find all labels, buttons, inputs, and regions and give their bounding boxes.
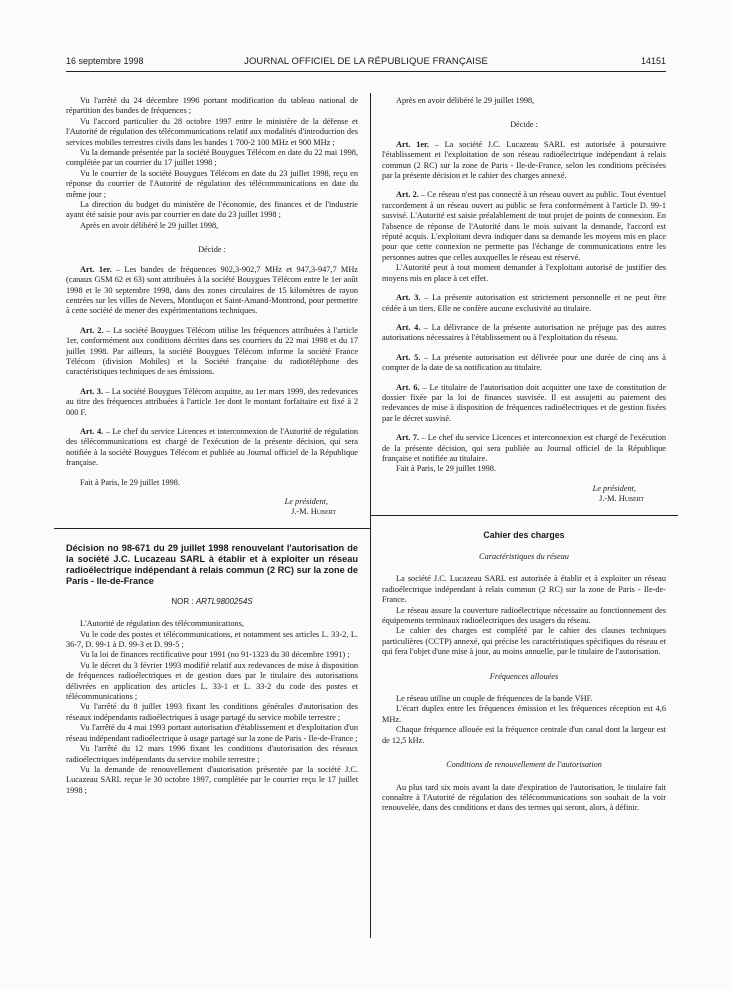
section-paragraph: L'écart duplex entre les fréquences émission et les fréquences réception est 4,6 MHz. (382, 704, 666, 724)
article-text: – Le chef du service Licences et interconnexion est chargé de l'exécution de la présente décision, qui sera publiée au Journal officiel de la République française et notifiée au titulaire. (382, 433, 666, 463)
article-paragraph (382, 293, 666, 314)
vu-paragraph: Vu l'arrêté du 8 juillet 1993 fixant les conditions générales d'autorisation des réseaux indépendants radioélectriques à usage partagé du service mobile terrestre ; (66, 702, 358, 722)
article-text: – La présente autorisation est délivrée pour une durée de cinq ans à compter de la date de sa notification au titulaire. (382, 352, 666, 373)
journal-title: JOURNAL OFFICIEL DE LA RÉPUBLIQUE FRANÇAISE (244, 56, 488, 67)
article-paragraph (66, 326, 358, 378)
article-label: Art. 3. (80, 386, 104, 396)
header-rule (66, 71, 666, 72)
signature-name: J.-M. Hubert (599, 494, 644, 504)
vu-paragraph: Vu le code des postes et télécommunications, et notamment ses articles L. 33-2, L. 36-7, D. 99-1 à D. 99-3 et D. 99-5 ; (66, 629, 358, 650)
article-paragraph (382, 353, 666, 374)
article-text: – Ce réseau n'est pas connecté à un réseau ouvert au public. Tout éventuel raccordement à un réseau ouvert au public se fera conformément à l'article D. 99-1 susvisé. L'Autorité est saisie préalablement de tout projet de points de connexion. En l'absence de réponse de l'Autorité dans le mois suivant la demande, l'accord est réputé acquis. L'exploitant devra indiquer dans sa demande les moyens mis en place pour que cette connexion ne permette pas l'échange de communications entre les personnes autres que celles auxquelles le réseau est réservé. (382, 190, 667, 262)
vu-paragraph: La direction du budget du ministère de l'économie, des finances et de l'industrie ayant été saisie pour avis par courrier en date du 23 juillet 1998 ; (66, 200, 358, 220)
section-title: Conditions de renouvellement de l'autorisation (446, 760, 602, 770)
section-rule (370, 515, 678, 516)
article-text: – La présente autorisation est strictement personnelle et ne peut être cédée à un tiers. Elle ne confère aucune exclusivité au titulaire. (382, 293, 667, 313)
decide-heading: Décide : (510, 120, 538, 130)
article-label: Art. 2. (80, 325, 104, 335)
vu-paragraph: Après en avoir délibéré le 29 juillet 1998, (80, 220, 219, 230)
left-column (66, 96, 358, 796)
section-rule (54, 528, 370, 529)
article-text: – Les bandes de fréquences 902,3-902,7 MHz et 947,3-947,7 MHz (canaux GSM 62 et 63) sont attribuées à la société Bouygues Télécom entre le 1er août 1998 et le 30 septembre 1998, dans des zones circulaires de 15 kilomètres de rayon centrées sur les villes de Nevers, Montluçon et Saint-Amand-Montrond, pour permettre à cette société de mener des expérimentations techniques. (66, 264, 358, 316)
article-label: Art. 3. (396, 293, 421, 303)
vu-paragraph: Vu la loi de finances rectificative pour 1991 (no 91-1323 du 30 décembre 1991) ; (80, 650, 350, 660)
article-label: Art. 4. (396, 322, 421, 332)
article-text: – La société Bouygues Télécom utilise les fréquences attribuées à l'article 1er, conformément aux conditions décrites dans ses courriers du 22 mai 1998 et du 17 juillet 1998. Par ailleurs, la société Bouygues Télécom informe la société France Télécom (division Mobiles) et la Société française du radiotéléphone des caractéristiques techniques de ses émissions. (66, 325, 358, 377)
fait-a-paris: Fait à Paris, le 29 juillet 1998. (80, 477, 181, 487)
article-label: Art. 2. (396, 190, 419, 200)
section-paragraph: Le réseau utilise un couple de fréquences de la bande VHF. (396, 694, 593, 704)
section-paragraph: Au plus tard six mois avant la date d'expiration de l'autorisation, le titulaire fait connaître à l'Autorité de régulation des télécommunications son souhait de la voir renouvelée, dans des conditions et dans des termes qui seront, alors, à définir. (382, 782, 666, 813)
fait-a-paris: Fait à Paris, le 29 juillet 1998. (396, 464, 497, 474)
article-label: Art. 1er. (80, 264, 112, 274)
signature-role: Le président, (284, 497, 328, 506)
section-paragraph: Chaque fréquence allouée est la fréquence centrale d'un canal dont la largeur est de 12,5 kHz. (382, 725, 666, 745)
article-paragraph (382, 190, 666, 263)
header-date: 16 septembre 1998 (66, 56, 144, 66)
article-paragraph (382, 263, 666, 284)
decision-title: Décision no 98-671 du 29 juillet 1998 renouvelant l'autorisation de la société J.C. Lucazeau SARL à établir et à exploiter un réseau radioélectrique indépendant à relais commun (2 RC) sur la zone de Paris - Ile-de-France (66, 542, 358, 586)
article-text: – La société Bouygues Télécom acquitte, au 1er mars 1999, des redevances au titre des fréquences attribuées à l'article 1er dont le montant forfaitaire est fixé à 2 000 F. (66, 386, 358, 417)
article-text: – Le chef du service Licences et interconnexion de l'Autorité de régulation des télécommunications est chargé de l'exécution de la présente décision, qui sera notifiée à la société Bouygues Télécom et publiée au Journal officiel de la République française. (66, 426, 359, 468)
signature-role: Le président, (592, 483, 636, 493)
article-label: Art. 5. (396, 352, 421, 362)
article-text: – La délivrance de la présente autorisation ne préjuge pas des autres autorisations nécessaires à l'établissement ou à l'exploitation du réseau. (382, 322, 667, 343)
vu-paragraph: Vu la demande de renouvellement d'autorisation présentée par la société J.C. Lucazeau SARL reçue le 30 octobre 1997, complétée par le courrier reçu le 17 juillet 1998 ; (66, 764, 358, 795)
article-text: L'Autorité peut à tout moment demander à l'exploitant autorisé de justifier des moyens mis en place à cet effet. (382, 263, 666, 283)
article-paragraph (382, 140, 666, 182)
article-label: Art. 1er. (396, 139, 430, 149)
vu-paragraph: Vu l'accord particulier du 28 octobre 1997 entre le ministère de la défense et l'Autorité de régulation des télécommunications relatif aux modalités d'introduction des services mobiles terrestres civils dans les bandes 1 700-2 100 MHz et 900 MHz ; (66, 116, 358, 147)
article-text: – La société J.C. Lucazeau SARL est autorisée à poursuivre l'établissement et l'exploitation de son réseau radioélectrique indépendant à relais commun (2 RC) sur la zone de Paris - Ile-de-France, selon les conditions précisées par la présente décision et le cahier des charges annexé. (382, 139, 666, 181)
article-paragraph (66, 387, 358, 418)
decide-heading: Décide : (198, 245, 226, 255)
vu-paragraph: Vu l'arrêté du 4 mai 1993 portant autorisation d'établissement et d'exploitation d'un réseau indépendant radioélectrique à usage partagé sur la zone de Paris - Ile-de-France ; (66, 723, 358, 743)
vu-paragraph: Vu le décret du 3 février 1993 modifié relatif aux redevances de mise à disposition de fréquences radioélectriques et de gestion dues par le titulaire des autorisations délivrées en application des articles L. 33-1 et L. 33-2 du code des postes et télécommunications ; (66, 660, 358, 702)
article-label: Art. 7. (396, 433, 420, 443)
nor-label: NOR : (171, 596, 196, 606)
article-text: – Le titulaire de l'autorisation doit acquitter une taxe de constitution de dossier fixée par la loi de finances susvisée. Il est assujetti au paiement des redevances de mise à disposition de fréquences radioélectriques et de gestion fixées par le décret susvisé. (382, 382, 667, 423)
article-paragraph (66, 427, 358, 469)
section-paragraph: La société J.C. Lucazeau SARL est autorisée à établir et à exploiter un réseau radioélectrique indépendant à relais commun (2 RC) sur la zone de Paris - Ile-de-France. (382, 574, 666, 605)
article-label: Art. 6. (396, 382, 420, 392)
right-column (382, 96, 666, 814)
signature-name: J.-M. Hubert (291, 507, 336, 517)
vu-paragraph: Vu la demande présentée par la société Bouygues Télécom en date du 22 mai 1998, complétée par un courrier du 17 juillet 1998 ; (66, 148, 358, 168)
article-label: Art. 4. (80, 426, 104, 436)
cahier-title: Cahier des charges (483, 529, 565, 540)
vu-paragraph: Vu le courrier de la société Bouygues Télécom en date du 23 juillet 1998, reçu en réponse du courrier de l'Autorité de régulation des télécommunications en date du même jour ; (66, 168, 358, 199)
article-paragraph (382, 433, 666, 464)
section-title: Caractéristiques du réseau (479, 552, 569, 561)
page-header (66, 56, 666, 70)
article-paragraph (382, 323, 666, 344)
section-paragraph: Le réseau assure la couverture radioélectrique nécessaire au fonctionnement des équipements terminaux radioélectriques des usagers du réseau. (382, 605, 666, 626)
page-number: 14151 (640, 56, 666, 66)
nor-reference (66, 597, 358, 607)
article-paragraph (382, 383, 666, 425)
vu-paragraph: Vu l'arrêté du 24 décembre 1996 portant modification du tableau national de répartition des bandes de fréquences ; (66, 96, 358, 116)
article-paragraph (66, 265, 358, 317)
section-title: Fréquences allouées (489, 671, 559, 681)
autorite-line: L'Autorité de régulation des télécommunications, (80, 619, 244, 629)
nor-code: ARTL9800254S (195, 596, 253, 606)
vu-paragraph: Vu l'arrêté du 12 mars 1996 fixant les conditions d'autorisation des réseaux radioélectriques indépendants du service mobile terrestre ; (66, 744, 358, 764)
apres-deliberation: Après en avoir délibéré le 29 juillet 1998, (396, 96, 535, 105)
section-paragraph: Le cahier des charges est complété par le cahier des clauses techniques particulières (CCTP) annexé, qui précise les caractéristiques spécifiques du réseau et qui fera l'objet d'une mise à jour, au moins annuelle, par le titulaire de l'autorisation. (382, 626, 666, 657)
